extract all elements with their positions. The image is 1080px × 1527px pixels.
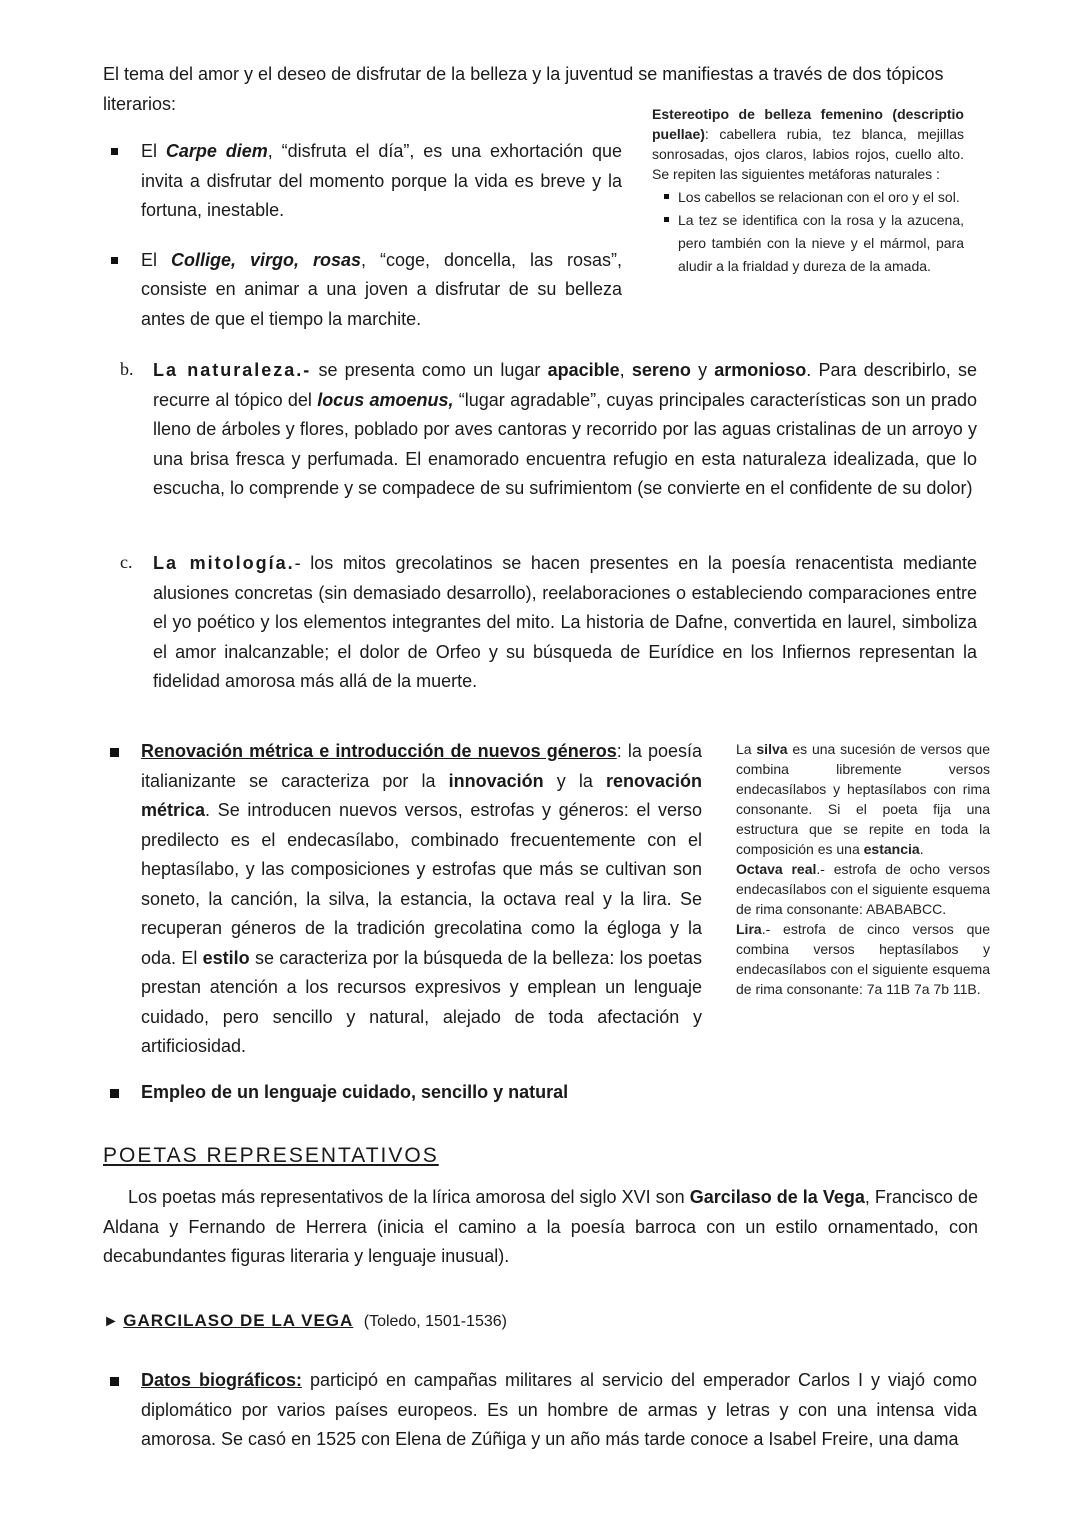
sidebar-item [652, 209, 964, 278]
text-segment: locus amoenus, [317, 389, 454, 410]
topic-carpe-diem [110, 137, 622, 226]
text-segment: armonioso [714, 360, 807, 380]
text-segment: Los poetas más representativos de la lírica amorosa del siglo XVI son [128, 1187, 690, 1207]
text-segment: participó en campañas militares al servicio del emperador Carlos I y viajó como diplomático por varios países europeos. Es un hombre de armas y letras y con una intensa vida amorosa. Se casó en 1525 con Elena de Zúñiga y un año más tarde conoce a Isabel Freire, una dama [141, 1370, 977, 1449]
text-segment: , [619, 360, 632, 380]
section-mythology [120, 549, 977, 697]
text-segment: estilo [202, 947, 250, 968]
text-segment: estancia [863, 841, 920, 857]
bullet-icon [664, 194, 669, 199]
bullet-icon [110, 1377, 119, 1386]
list-marker: c. [120, 552, 133, 572]
text-segment: : la poesía italianizante se caracteriza por la [141, 741, 702, 791]
text-segment: La [736, 741, 757, 757]
text-segment: . Se introducen nuevos versos, estrofas y géneros: el verso predilecto es el endecasílabo, combinado frecuentemente con el heptasílabo, y las composiciones y estrofas que más se cultivan son soneto, la canción, la silva, la estancia, la octava real y la lira. Se recuperan géneros de la tradición grecolatina como la égloga y la oda. El [141, 800, 702, 968]
section-title: La mitología. [153, 553, 295, 573]
text-segment: .- estrofa de ocho versos endecasílabos con el siguiente esquema de rima consonante: ABABABCC. [736, 861, 991, 917]
text: , “coge, doncella, las rosas”, consiste en animar a una joven a disfrutar de su belleza antes de que el tiempo la marchite. [141, 249, 622, 329]
item-title: Empleo de un lenguaje cuidado, sencillo y natural [141, 1082, 569, 1102]
item-title: Renovación métrica e introducción de nuevos géneros [141, 741, 617, 761]
text-segment: . Para describirlo, se recurre al tópico del [153, 360, 977, 410]
text-segment: se presenta como un lugar [311, 360, 548, 380]
bullet-icon [110, 748, 119, 757]
intro-paragraph: El tema del amor y el deseo de disfrutar de la belleza y la juventud se manifiestas a través de dos tópicos literarios: [103, 64, 944, 114]
beauty-sidebar [652, 104, 964, 278]
section-title: La naturaleza.- [153, 360, 312, 380]
text-segment: , Francisco de Aldana y Fernando de Herrera (inicia el camino a la poesía barroca con un estilo ornamentado, con decabundantes figuras literaria y lenguaje inusual). [103, 1187, 978, 1266]
text-segment: sereno [631, 360, 691, 380]
text-segment: silva [756, 741, 788, 757]
text-segment: .- estrofa de cinco versos que combina versos heptasílabos y endecasílabos con el siguiente esquema de rima consonante: 7a 11B 7a 7b 11B. [736, 921, 990, 997]
bullet-icon [110, 1089, 119, 1098]
renovation-item [110, 737, 702, 1062]
text: La tez se identifica con la rosa y la azucena, pero también con la nieve y el mármol, para aludir a la frialdad y dureza de la amada. [678, 212, 964, 274]
text-segment: . [919, 841, 924, 857]
text-segment: es una sucesión de versos que combina libremente versos endecasílabos y heptasílabos con rima consonante. Si el poeta fija una estructura que se repite en toda la composición es una [736, 741, 990, 857]
topic-list [110, 137, 622, 334]
bullet-icon [664, 217, 669, 222]
section-nature [120, 356, 977, 504]
text: , “disfruta el día”, es una exhortación que invita a disfrutar del momento porque la vida es breve y la fortuna, inestable. [141, 141, 622, 220]
poets-paragraph [103, 1183, 978, 1272]
list-marker: b. [120, 359, 134, 379]
text-segment: se caracteriza por la búsqueda de la belleza: los poetas prestan atención a los recursos expresivos y emplean un lenguaje cuidado, pero sencillo y natural, alejado de toda afectación y artificiosidad. [141, 947, 702, 1056]
text-segment: y [690, 360, 715, 380]
text-segment: innovación [448, 770, 544, 791]
poets-heading: POETAS REPRESENTATIVOS [103, 1144, 439, 1167]
text: Los cabellos se relacionan con el oro y el sol. [678, 189, 960, 205]
arrow-icon: ► [103, 1313, 119, 1330]
text-segment: Lira [736, 921, 762, 937]
bullet-icon [111, 148, 118, 155]
poet-dates: (Toledo, 1501-1536) [363, 1313, 507, 1330]
language-item [110, 1078, 568, 1108]
sidebar-item [652, 186, 964, 209]
text-segment: - los mitos grecolatinos se hacen presentes en la poesía renacentista mediante alusiones concretas (sin demasiado desarrollo), reelaboraciones o estableciendo comparaciones entre el yo poético y los elementos integrantes del mito. La historia de Dafne, convertida en laurel, simboliza el amor inalcanzable; el dolor de Orfeo y su búsqueda de Eurídice en los Infiernos representan la fidelidad amorosa más allá de la muerte. [153, 553, 977, 691]
text-segment: renovación métrica [141, 770, 702, 820]
term: Carpe diem [165, 141, 268, 161]
biography-item [110, 1366, 977, 1455]
bullet-icon [111, 257, 118, 264]
metric-sidebar [736, 739, 990, 999]
text-segment: apacible [547, 360, 620, 380]
poet-name: GARCILASO DE LA VEGA [123, 1311, 354, 1330]
item-title: Datos biográficos: [141, 1370, 302, 1390]
text: El [141, 141, 166, 161]
sidebar-title: Estereotipo de belleza femenino (descriptio puellae) [652, 106, 964, 142]
term: Collige, virgo, rosas [170, 249, 361, 270]
text: El [141, 249, 171, 270]
text: : cabellera rubia, tez blanca, mejillas sonrosadas, ojos claros, labios rojos, cuello alto. Se repiten las siguientes metáforas naturales : [652, 126, 964, 182]
text-segment: y la [543, 770, 606, 791]
text-segment: “lugar agradable”, cuyas principales características son un prado lleno de árboles y flores, poblado por aves cantoras y recorrido por las aguas cristalinas de un arroyo y una brisa fresca y perfumada. El enamorado encuentra refugio en esta naturaleza idealizada, que lo escucha, lo comprende y se compadece de su sufrimientom (se convierte en el confidente de su dolor) [153, 389, 977, 498]
garcilaso-heading [103, 1311, 507, 1331]
topic-collige [110, 246, 622, 335]
text-segment: Octava real [736, 861, 817, 877]
text-segment: Garcilaso de la Vega [689, 1187, 865, 1207]
